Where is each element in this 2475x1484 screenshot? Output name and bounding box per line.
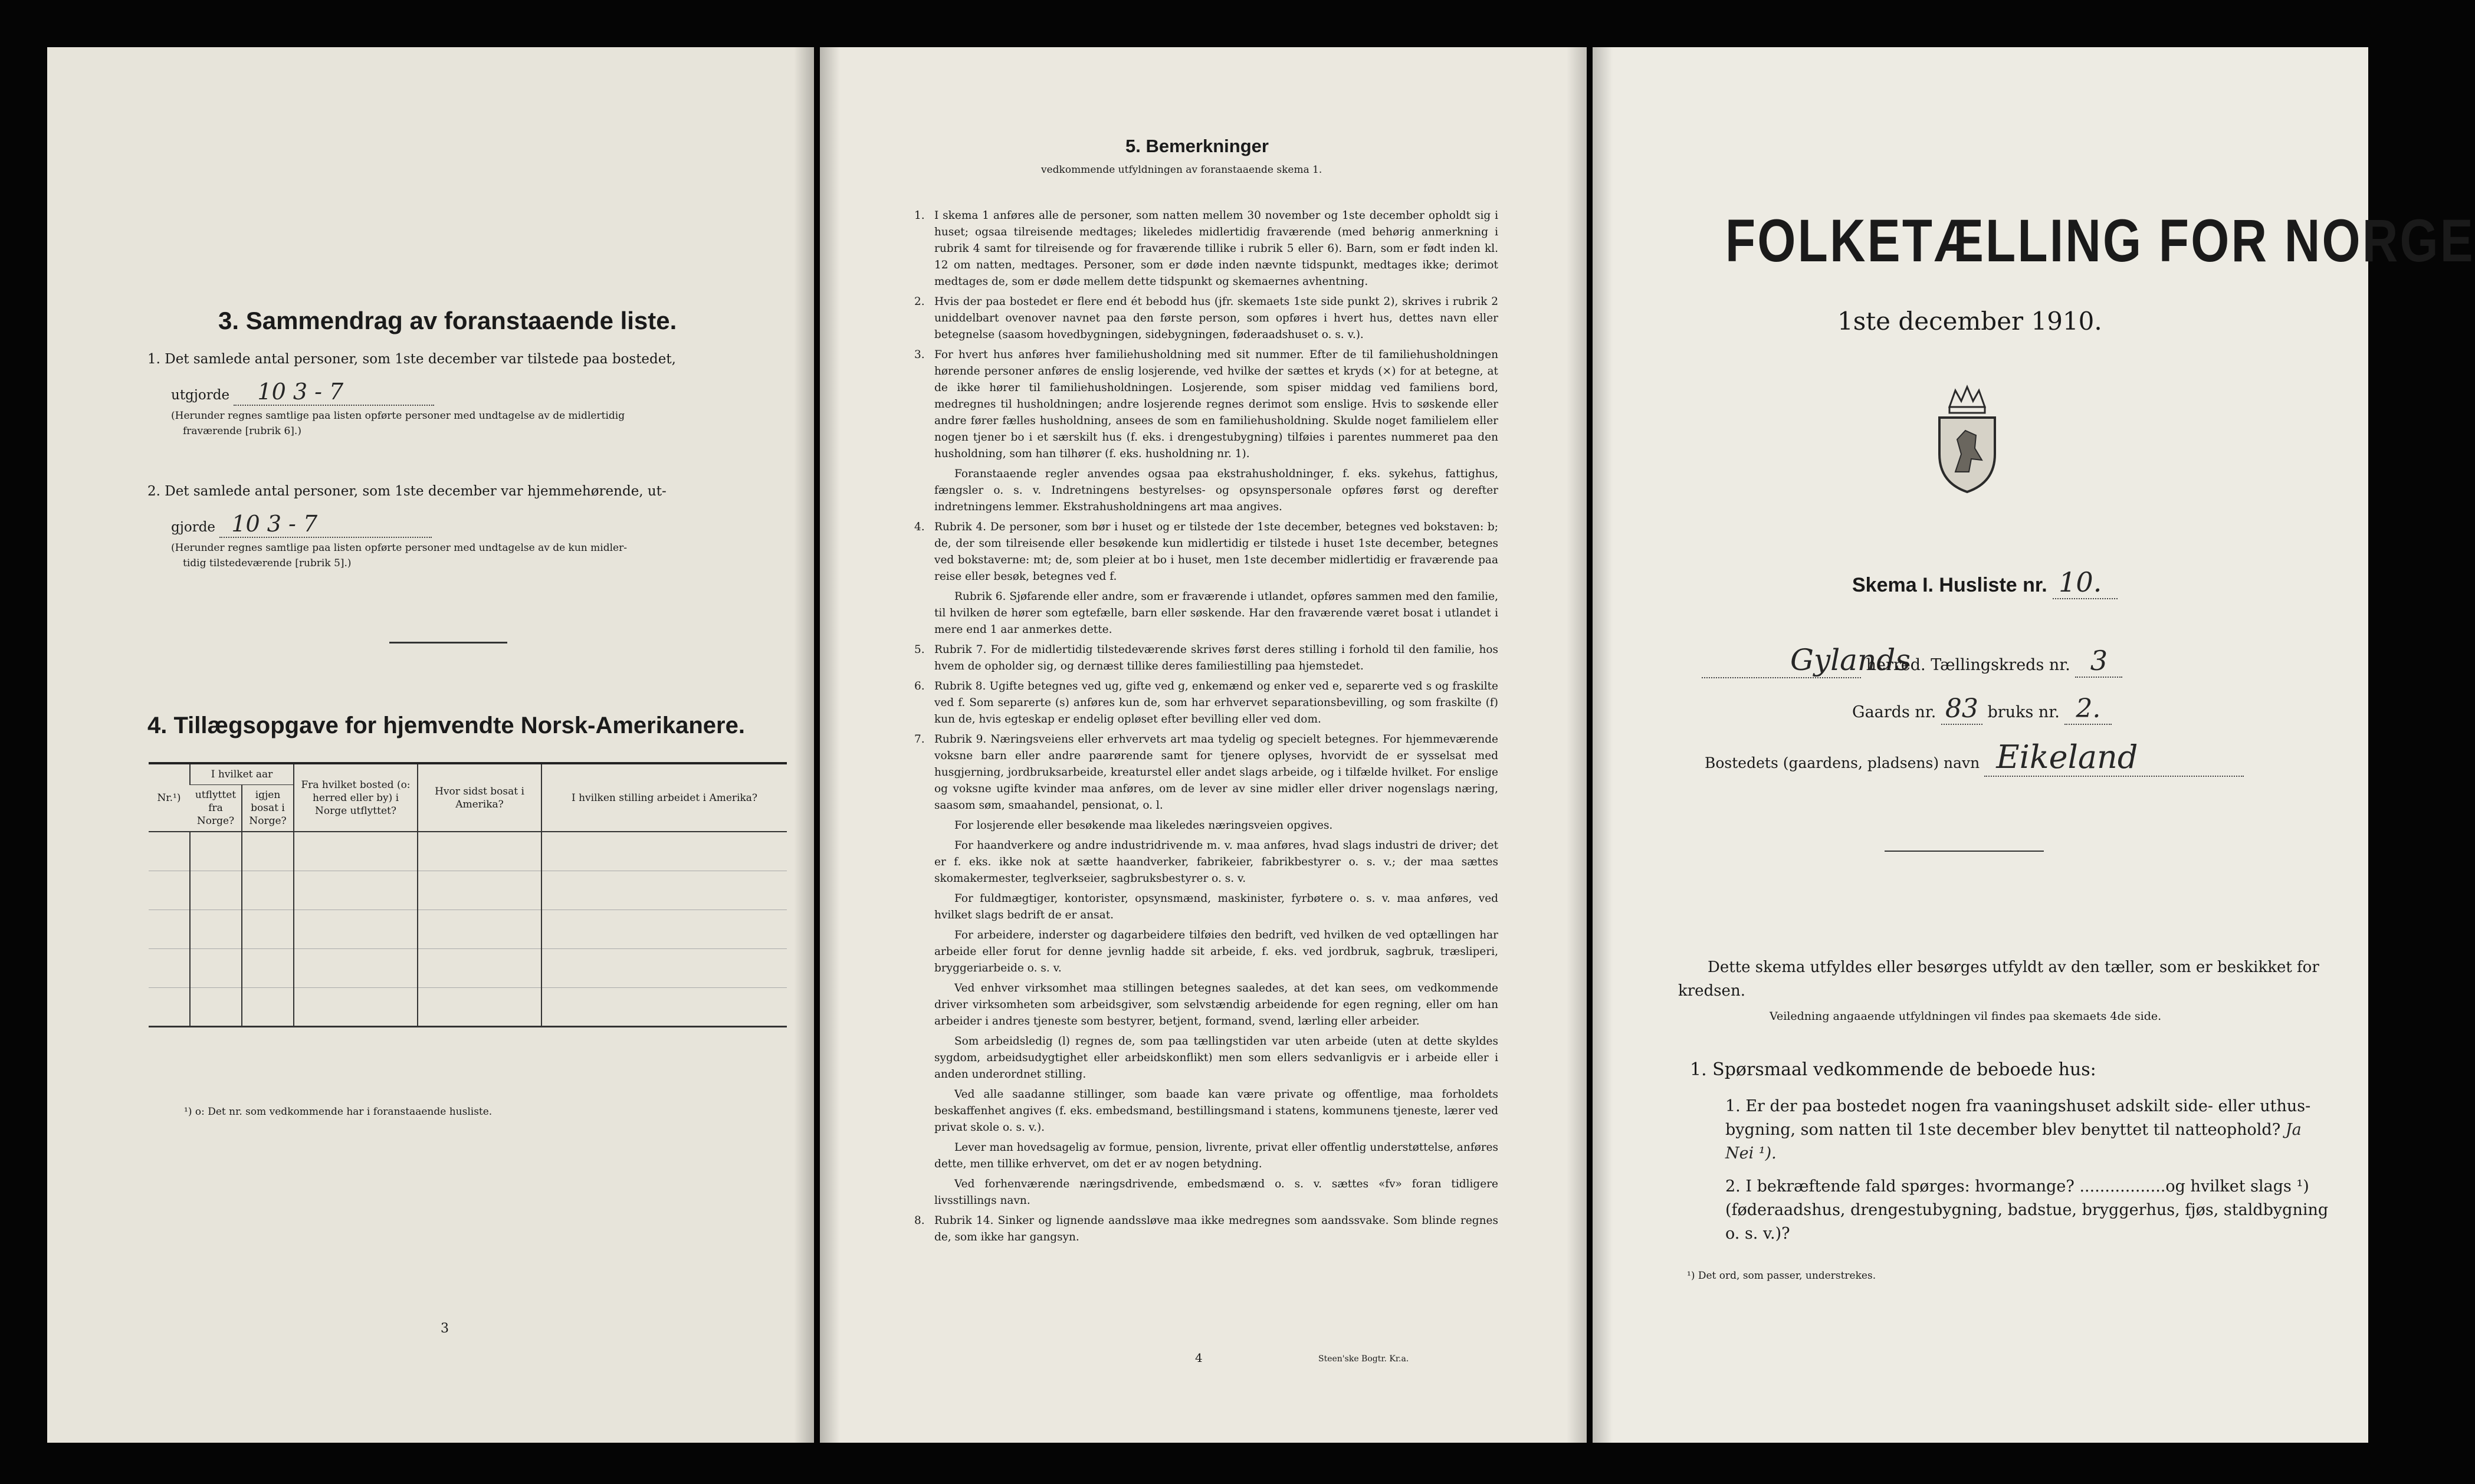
remark-text: Rubrik 14. Sinker og lignende aandssløve maa ikke medregnes som aandssvake. Som blinde regnes de, som ikke har gangsyn. <box>934 1214 1498 1243</box>
section-3-heading: 3. Sammendrag av foranstaaende liste. <box>218 307 677 334</box>
remark-number: 5. <box>914 643 925 656</box>
page-number: 4 <box>1195 1351 1203 1365</box>
summary-item-1-answer-line <box>147 379 767 406</box>
bosted-label: Bostedets (gaardens, pladsens) navn <box>1705 754 1980 771</box>
table-row <box>149 871 787 910</box>
remark-text: Hvis der paa bostedet er flere end ét bebodd hus (jfr. skemaets 1ste side punkt 2), skrives i rubrik 2 uniddelbart ovenover navnet paa den første person, som opføres i hvert hus, dettes navn eller betegnelse (saasom hovedbygningen, sidebygningen, føderaadshuset o. s. v.). <box>934 296 1498 341</box>
page-number: 3 <box>441 1321 449 1336</box>
herred-name: Gylands <box>1702 643 1861 678</box>
col-aar: I hvilket aar <box>190 763 294 785</box>
herred-line <box>1702 643 2339 678</box>
printer-mark: Steen'ske Bogtr. Kr.a. <box>1318 1354 1409 1364</box>
note-line: fraværende [rubrik 6].) <box>183 425 301 437</box>
remark-number: 6. <box>914 680 925 692</box>
divider <box>389 642 507 643</box>
col-utflyttet: utflyttet fra Norge? <box>190 785 242 832</box>
remark-item <box>914 731 1498 814</box>
remark-text: Rubrik 6. Sjøfarende eller andre, som er fraværende i utlandet, opføres sammen med den familie, til hvilken de hører som egtefælle, barn eller søskende. Har den fraværende været bosat i utlandet i mere end 1 aar anmerkes dette. <box>934 590 1498 636</box>
page-crease <box>820 47 840 1443</box>
table-row <box>149 987 787 1026</box>
remarks-subheading: vedkommende utfyldningen av foranstaaende skema 1. <box>1041 164 1322 176</box>
section-4-heading: 4. Tillægsopgave for hjemvendte Norsk-Amerikanere. <box>147 713 745 738</box>
note-line: (Herunder regnes samtlige paa listen opførte personer med undtagelse av de midlertidig <box>171 410 625 422</box>
col-hvor-bosat: Hvor sidst bosat i Amerika? <box>418 763 541 832</box>
remarks-list <box>914 208 1498 1249</box>
remark-item <box>914 466 1498 516</box>
remark-item <box>914 589 1498 638</box>
remark-item <box>914 1213 1498 1246</box>
question-2: 2. I bekræftende fald spørges: hvormange? .................og hvilket slags ¹) (føderaadshus, drengestubygning, badstue, bryggerhus, fjøs, staldbygning o. s. v.)? <box>1725 1177 2329 1243</box>
summary-item-2-note <box>147 540 767 571</box>
husliste-nr: 10. <box>2053 566 2118 599</box>
gaards-nr: 83 <box>1941 694 1982 725</box>
gaard-line <box>1852 694 2112 725</box>
remarks-heading: 5. Bemerkninger <box>1125 136 1269 156</box>
remark-item <box>914 642 1498 675</box>
note-line: tidig tilstedeværende [rubrik 5].) <box>183 557 352 569</box>
item1-handwritten-count: 10 3 - 7 <box>234 379 434 406</box>
note-line: (Herunder regnes samtlige paa listen opførte personer med undtagelse av de kun midler- <box>171 542 627 554</box>
summary-item-2-text: 2. Det samlede antal personer, som 1ste december var hjemmehørende, ut- <box>147 484 667 499</box>
remark-item <box>914 294 1498 343</box>
document-title: FOLKETÆLLING FOR NORGE <box>1725 207 2475 274</box>
col-nr: Nr.¹) <box>149 763 190 832</box>
instruction-text: Dette skema utfyldes eller besørges utfyldt av den tæller, som er beskikket for kredsen. <box>1678 958 2319 1000</box>
ornament-divider <box>1885 851 2044 852</box>
remark-number: 4. <box>914 521 925 533</box>
right-footnote: ¹) Det ord, som passer, understrekes. <box>1687 1270 1876 1282</box>
remark-item <box>914 1086 1498 1136</box>
instruction-note: Veiledning angaaende utfyldningen vil findes paa skemaets 4de side. <box>1770 1010 2162 1023</box>
gjorde-label: gjorde <box>171 520 216 535</box>
remark-text: Ved forhenværende næringsdrivende, embedsmænd o. s. v. sættes «fv» foran tidligere livsstillings navn. <box>934 1178 1498 1207</box>
summary-item-1 <box>147 352 767 439</box>
table-row <box>149 948 787 987</box>
questions-heading: 1. Spørsmaal vedkommende de beboede hus: <box>1690 1059 2096 1080</box>
summary-item-1-note <box>147 408 767 439</box>
page-crease <box>794 47 814 1443</box>
page-crease <box>1593 47 1613 1443</box>
remark-text: For fuldmægtiger, kontorister, opsynsmænd, maskinister, fyrbøtere o. s. v. maa anføres, ved hvilket slags bedrift de er ansat. <box>934 892 1498 921</box>
remark-text: Som arbeidsledig (l) regnes de, som paa tællingstiden var uten arbeide (uten at dette skyldes sygdom, arbeidsudygtighet eller arbeidskonflikt) men som ellers sedvanligvis er i arbeide eller i anden underordnet stilling. <box>934 1035 1498 1081</box>
remark-text: Rubrik 4. De personer, som bør i huset og er tilstede der 1ste december, betegnes ved bokstaven: b; de, der som tilreisende eller besøkende kun midlertidig er tilstede i huset 1ste december, betegnes ved bokstaverne: mt; de, som pleier at bo i huset, men 1ste december midlertidig er fraværende paa reise eller besøk, betegnes ved f. <box>934 521 1498 583</box>
col-stilling: I hvilken stilling arbeidet i Amerika? <box>541 763 787 832</box>
bosted-line <box>1705 738 2244 777</box>
item2-handwritten-count: 10 3 - 7 <box>219 511 432 538</box>
col-fra-bosted: Fra hvilket bosted (o: herred eller by) i Norge utflyttet? <box>294 763 418 832</box>
bruk-label: bruks nr. <box>1987 703 2060 721</box>
remark-text: Ved alle saadanne stillinger, som baade kan være private og offentlige, maa forholdets beskaffenhet angives (f. eks. embedsmand, bestillingsmand i statens, kommunens tjeneste, lærer ved privat skole o. s. v.). <box>934 1088 1498 1134</box>
remark-number: 7. <box>914 733 925 746</box>
remark-item <box>914 208 1498 290</box>
remark-item <box>914 1140 1498 1173</box>
remark-item <box>914 891 1498 924</box>
question-1 <box>1725 1095 2333 1165</box>
remark-text: I skema 1 anføres alle de personer, som natten mellem 30 november og 1ste december opholdt sig i huset; ogsaa tilreisende medtages; likeledes midlertidig fraværende (med behørig anmerkning i rubrik 4 samt for tilreisende og for fraværende tillike i rubrik 5 eller 6). Barn, som er født inden kl. 12 om natten, medtages. Personer, som er døde inden nævnte tidspunkt, medtages ikke; derimot medtages de, som er døde mellem dette tidspunkt og skemaernes avhentning. <box>934 209 1498 288</box>
remark-text: Rubrik 7. For de midlertidig tilstedeværende skrives først deres stilling i forhold til den familie, hos hvem de opholder sig, og dernæst tillike deres familiestilling paa hjemstedet. <box>934 643 1498 672</box>
question-1-answer: Ja Nei ¹). <box>1725 1121 2302 1163</box>
gaard-label: Gaards nr. <box>1852 703 1936 721</box>
remark-number: 1. <box>914 209 925 222</box>
remark-item <box>914 678 1498 728</box>
coat-of-arms-icon <box>1929 383 2005 495</box>
remark-text: Rubrik 8. Ugifte betegnes ved ug, gifte ved g, enkemænd og enker ved e, separerte ved s og fraskilte ved f. Som separerte (s) anføres kun de, som har erhvervet separationsbevilling, og som fraskilte (f) kun de, hvis egteskap er endelig opløset efter bevilling eller ved dom. <box>934 680 1498 725</box>
summary-item-1-text: 1. Det samlede antal personer, som 1ste december var tilstede paa bostedet, <box>147 352 676 367</box>
remark-number: 3. <box>914 349 925 361</box>
remark-item <box>914 980 1498 1030</box>
bosted-name: Eikeland <box>1984 738 2244 777</box>
norsk-amerikanere-table-wrap <box>149 762 787 1027</box>
remark-item <box>914 519 1498 585</box>
remark-text: For losjerende eller besøkende maa likeledes næringsveien opgives. <box>954 819 1333 832</box>
remark-text: For haandverkere og andre industridrivende m. v. maa anføres, hvad slags industri de driver; det er f. eks. ikke nok at sætte haandverker, fabrikeier, fabrikbestyrer o. s. v.; der maa sættes skomakermester, teglverkseier, sagbruksbestyrer o. s. v. <box>934 839 1498 885</box>
summary-item-2 <box>147 484 767 571</box>
question-1-text: 1. Er der paa bostedet nogen fra vaaningshuset adskilt side- eller uthus-bygning, som natten til 1ste december blev benyttet til natteophold? <box>1725 1097 2311 1139</box>
remark-item <box>914 1176 1498 1209</box>
census-date: 1ste december 1910. <box>1837 307 2102 336</box>
schema-line <box>1852 566 2118 599</box>
remark-text: Rubrik 9. Næringsveiens eller erhvervets art maa tydelig og specielt betegnes. For hjemmeværende voksne barn eller andre paarørende samt for tjenere oplyses, hvorvidt de er sysselsat med husgjerning, jordbruksarbeide, kreaturstel eller andet slags arbeide, og i tilfælde hvilket. For enslige og voksne ugifte kvinder maa anføres, om de lever av sine midler eller driver nogenslags næring, saasom søm, smaahandel, pensionat, o. l. <box>934 733 1498 812</box>
remark-text: For arbeidere, inderster og dagarbeidere tilføies den bedrift, ved hvilken de ved optællingen har arbeide eller forut for denne jevnlig hadde sit arbeide, f. eks. ved jordbruk, sagbruk, træsliperi, bryggeriarbeide o. s. v. <box>934 929 1498 974</box>
norsk-amerikanere-table <box>149 762 787 1027</box>
left-page <box>47 47 814 1443</box>
utgjorde-label: utgjorde <box>171 388 230 403</box>
remark-item <box>914 927 1498 977</box>
herred-label: herred. Tællingskreds nr. <box>1866 656 2070 674</box>
remark-item <box>914 347 1498 462</box>
right-page <box>1593 47 2475 1443</box>
table-row <box>149 832 787 871</box>
taellingskreds-nr: 3 <box>2075 645 2122 678</box>
remark-text: Lever man hovedsagelig av formue, pension, livrente, privat eller offentlig understøttelse, anføres dette, men tillike erhvervet, om det er av nogen betydning. <box>934 1141 1498 1170</box>
middle-page <box>820 47 1587 1443</box>
col-igjen-bosat: igjen bosat i Norge? <box>242 785 294 832</box>
summary-item-2-answer-line <box>147 511 767 538</box>
remark-number: 8. <box>914 1214 925 1227</box>
page-crease <box>1567 47 1587 1443</box>
table-footnote: ¹) o: Det nr. som vedkommende har i foranstaaende husliste. <box>184 1106 493 1118</box>
schema-label: Skema I. Husliste nr. <box>1852 574 2047 596</box>
bruks-nr: 2. <box>2064 694 2112 725</box>
remark-number: 2. <box>914 296 925 308</box>
remark-item <box>914 1033 1498 1083</box>
table-row <box>149 910 787 948</box>
remark-text: Ved enhver virksomhet maa stillingen betegnes saaledes, at det kan sees, om vedkommende driver virksomheten som arbeidsgiver, som selvstændig arbeidende for egen regning, eller om han arbeider i andres tjeneste som bestyrer, betjent, formand, svend, lærling eller arbeider. <box>934 982 1498 1027</box>
remark-text: For hvert hus anføres hver familiehusholdning med sit nummer. Efter de til familiehusholdningen hørende personer anføres de enslig losjerende, ved hvilke der sættes et kryds (×) for at betegne, at de ikke hører til familiehusholdningen. Losjerende, som spiser middag ved familiens bord, medregnes til husholdningen; andre losjerende regnes derimot som enslige. Hvis to søskende eller andre fører fælles husholdning, ansees de som en familiehusholdning. Skulde noget familielem eller nogen tjener bo i et særskilt hus (f. eks. i drengestubygning) tilføies i parentes nummeret paa den husholdning, som han tilhører (f. eks. husholdning nr. 1). <box>934 349 1498 460</box>
remark-text: Foranstaaende regler anvendes ogsaa paa ekstrahusholdninger, f. eks. sykehus, fattighus, fængsler o. s. v. Indretningens bestyrelses- og opsynspersonale opføres først og derefter indretningens lemmer. Ekstrahusholdningens art maa angives. <box>934 468 1498 513</box>
remark-item <box>914 838 1498 887</box>
remark-item <box>914 817 1498 834</box>
